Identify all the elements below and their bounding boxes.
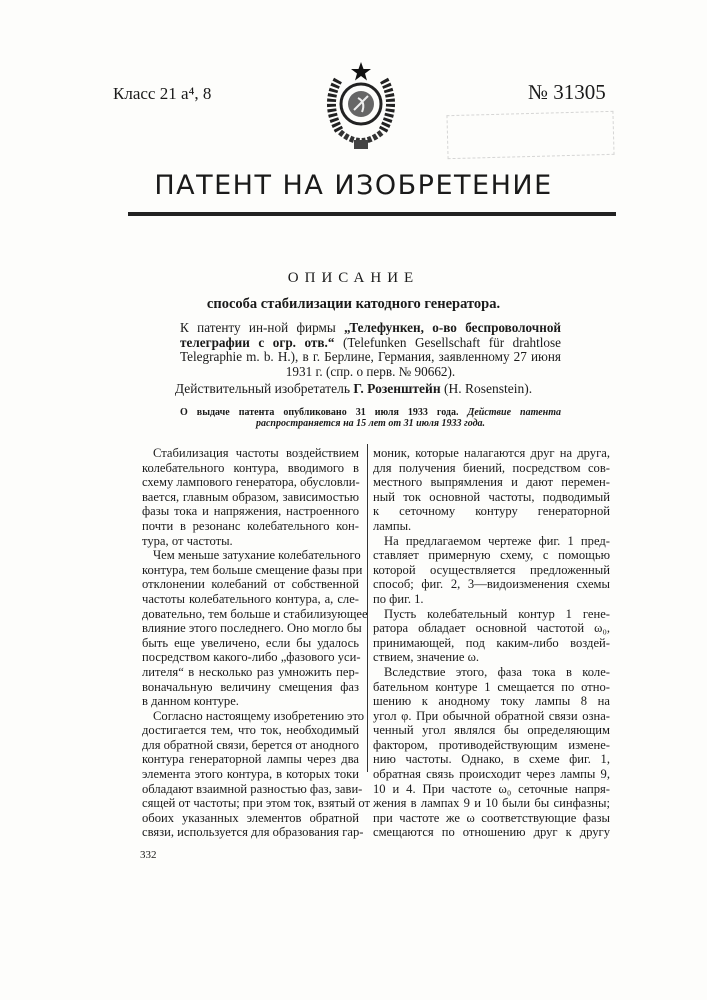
paragraph	[142, 709, 359, 840]
text-line: в данном контуре.	[142, 694, 359, 709]
column-divider	[367, 444, 368, 772]
text-line: для обратной связи, берется от анодного	[142, 738, 359, 753]
ussr-coat-of-arms-emblem	[318, 60, 404, 154]
text-line: нию частоты. Однако, в схеме фиг. 1,	[373, 752, 610, 767]
text-line: колебательного контура, вводимого в	[142, 461, 359, 476]
text-line: принимающей, под каким-либо воздей-	[373, 636, 610, 651]
patent-number: № 31305	[528, 80, 606, 105]
paragraph	[373, 607, 610, 665]
text-line: ный ток основной частоты, подводимый	[373, 490, 610, 505]
text-line: Вследствие этого, фаза тока в коле-	[373, 665, 610, 680]
text-line: ставляет примерную схему, с помощью	[373, 548, 610, 563]
text-line: воначальную величину смещения фаз	[142, 680, 359, 695]
page-number: 332	[140, 849, 157, 861]
text-line: отклонении колебаний от собственной	[142, 577, 359, 592]
text-line: жения в лампах 9 и 10 были бы синфазны;	[373, 796, 610, 811]
text-line: обратная связь происходит через лампы 9,	[373, 767, 610, 782]
text-line: связи, используется для образования гар-	[142, 825, 359, 840]
paragraph	[142, 446, 359, 548]
paragraph	[373, 534, 610, 607]
inventor-line	[0, 381, 707, 397]
text-line: к сеточному контуру генераторной	[373, 504, 610, 519]
text-line: бательном контуре 1 смещается по отно-	[373, 680, 610, 695]
text-line: которой осуществляется предложенный	[373, 563, 610, 578]
patent-validity: Действие патента распространяется на 15 лет от 31 июля 1933 года.	[256, 407, 561, 429]
text-line: ратора обладает основной частотой ω₀,	[373, 621, 610, 636]
text-line: быть еще увеличено, если бы удалось	[142, 636, 359, 651]
text-line: контура, тем больше смещение фазы при	[142, 563, 359, 578]
text-line: схему лампового генератора, обусловли-	[142, 475, 359, 490]
text-line: лителя“ в несколько раз умножить пер-	[142, 665, 359, 680]
library-stamp	[446, 111, 614, 159]
inventor-label: Действительный изобретатель	[175, 381, 353, 396]
text-line: шению к анодному току лампы 8 на	[373, 694, 610, 709]
text-line: контура генераторной лампы через два	[142, 752, 359, 767]
paragraph	[373, 446, 610, 534]
text-line: 10 и 4. При частоте ω₀ сеточные напря-	[373, 782, 610, 797]
publication-note	[180, 407, 561, 429]
text-line: влияние этого последнего. Оно могло бы	[142, 621, 359, 636]
text-line: достигается тем, что ток, необходимый	[142, 723, 359, 738]
text-line: фактором, противодействующим измене-	[373, 738, 610, 753]
paragraph	[142, 548, 359, 709]
text-line: смещаются по отношению друг к другу	[373, 825, 610, 840]
text-line: частоты колебательного контура, а, сле-	[142, 592, 359, 607]
patent-class: Класс 21 a⁴, 8	[113, 84, 211, 104]
paragraph	[373, 665, 610, 840]
text-line: лампы.	[373, 519, 610, 534]
left-column	[142, 446, 359, 840]
text-line: обоих указанных элементов обратной	[142, 811, 359, 826]
inventor-latin: (H. Rosenstein).	[441, 381, 533, 396]
document-title: ПАТЕНТ НА ИЗОБРЕТЕНИЕ	[0, 170, 707, 201]
patent-reference	[180, 321, 561, 379]
text-line: обладают взаимной разностью фаз, зави-	[142, 782, 359, 797]
text-line: вается, главным образом, зависимостью	[142, 490, 359, 505]
text-line: На предлагаемом чертеже фиг. 1 пред-	[373, 534, 610, 549]
text-line: фазы тока и напряжения, настроенного	[142, 504, 359, 519]
publication-date: О выдаче патента опубликовано 31 июля 1933 года.	[180, 407, 468, 418]
ref-firm: „Телефункен, о-во беспроволочной телеграфии с огр. отв.“	[180, 320, 561, 350]
right-column	[373, 446, 610, 840]
text-line: при частоте же ω соответствующие фазы	[373, 811, 610, 826]
text-line: моник, которые налагаются друг на друга,	[373, 446, 610, 461]
text-line: Согласно настоящему изобретению это	[142, 709, 359, 724]
invention-subtitle: способа стабилизации катодного генератора.	[0, 296, 707, 313]
title-rule	[128, 212, 616, 216]
section-heading: ОПИСАНИЕ	[0, 270, 707, 287]
text-line: Стабилизация частоты воздействием	[142, 446, 359, 461]
text-line: по фиг. 1.	[373, 592, 610, 607]
inventor-name: Г. Розенштейн	[353, 381, 440, 396]
text-line: тура, от частоты.	[142, 534, 359, 549]
text-line: ствием, значение ω.	[373, 650, 610, 665]
text-line: почти в резонанс колебательного кон-	[142, 519, 359, 534]
text-line: местного выпрямления и дают перемен-	[373, 475, 610, 490]
text-line: для получения биений, посредством сов-	[373, 461, 610, 476]
text-line: довательно, тем больше и стабилизующее	[142, 607, 359, 622]
ref-suffix: (Telefunken Gesellschaft für drahtlose Telegraphie m. b. H.), в г. Берлине, Германия, заявленному 27 июня 1931 г. (спр. о перв. № 90662).	[180, 335, 561, 379]
text-line: Пусть колебательный контур 1 гене-	[373, 607, 610, 622]
text-line: элемента этого контура, в которых токи	[142, 767, 359, 782]
text-line: Чем меньше затухание колебательного	[142, 548, 359, 563]
text-line: угол φ. При обычной обратной связи озна-	[373, 709, 610, 724]
text-line: посредством какого-либо „фазового уси-	[142, 650, 359, 665]
text-line: сящей от частоты; при этом ток, взятый от	[142, 796, 359, 811]
ref-prefix: К патенту ин-ной фирмы	[180, 320, 344, 335]
text-line: ченный угол являлся бы определяющим	[373, 723, 610, 738]
text-line: способ; фиг. 2, 3—видоизменения схемы	[373, 577, 610, 592]
